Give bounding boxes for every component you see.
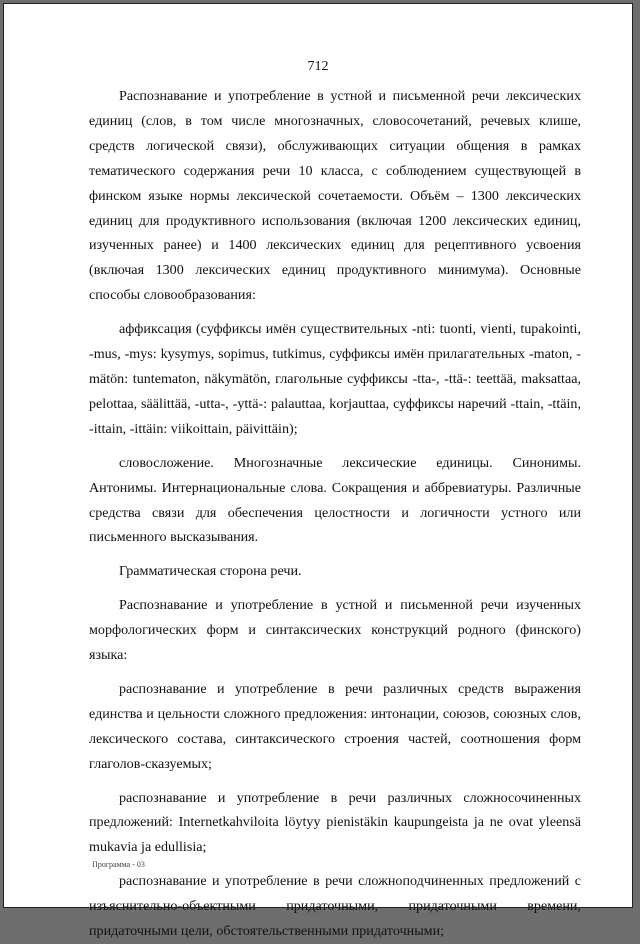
paragraph-grammar-intro: Распознавание и употребление в устной и письменной речи изученных морфологических форм и синтаксических конструкций родного (финского) языка: — [89, 597, 581, 664]
paragraph-complex-sentence-unity: распознавание и употребление в речи различных средств выражения единства и цельности сложного предложения: интонации, союзов, союзных слов, лексического состава, синтаксического строения частей, соотношения форм глаголов-сказуемых; — [89, 680, 581, 772]
page-body — [89, 84, 581, 944]
paragraph-lexical-units: Распознавание и употребление в устной и письменной речи лексических единиц (слов, в том числе многозначных, словосочетаний, речевых клише, средств логической связи), обслуживающих ситуации общения в рамках тематического содержания речи 10 класса, с соблюдением существующей в финском языке нормы лексической сочетаемости. Объём – 1300 лексических единиц для продуктивного использования (включая 1200 лексических единиц, изученных ранее) и 1400 лексических единиц для рецептивного усвоения (включая 1300 лексических единиц продуктивного минимума). Основные способы словообразования: — [89, 88, 581, 304]
paragraph-affixation: аффиксация (суффиксы имён существительных -nti: tuonti, vienti, tupakointi, -mus, -mys: kysymys, sopimus, tutkimus, суффиксы имён прилагательных -maton, -mätön: tuntematon, näkymätön, глагольные суффиксы -tta-, -ttä-: teettää, maksattaa, pelottaa, säälittää, -utta-, -yttä-: palauttaa, korjauttaa, суффиксы наречий -ttain, -ttäin, -ittain, -ittäin: viikoittain, päivittäin); — [89, 321, 581, 437]
paragraph-grammar-heading: Грамматическая сторона речи. — [119, 563, 302, 580]
document-page — [3, 3, 633, 940]
paragraph-compound-sentences: распознавание и употребление в речи различных сложносочиненных предложений: Internetkahviloita löytyy pienistäkin kaupungeista ja ne ovat yleensä mukavia ja edullisia; — [89, 789, 581, 856]
paragraph-subordinate-clauses: распознавание и употребление в речи сложноподчиненных предложений с изъяснительно-объектными придаточными, придаточными времени, придаточными цели, обстоятельственными придаточными; — [89, 873, 581, 940]
page-number: 712 — [307, 59, 329, 74]
page-footer: Программа - 03 — [92, 860, 145, 869]
paragraph-compounding: словосложение. Многозначные лексические единицы. Синонимы. Антонимы. Интернациональные слова. Сокращения и аббревиатуры. Различные средства связи для обеспечения целостности и логичности устного или письменного высказывания. — [89, 454, 581, 546]
